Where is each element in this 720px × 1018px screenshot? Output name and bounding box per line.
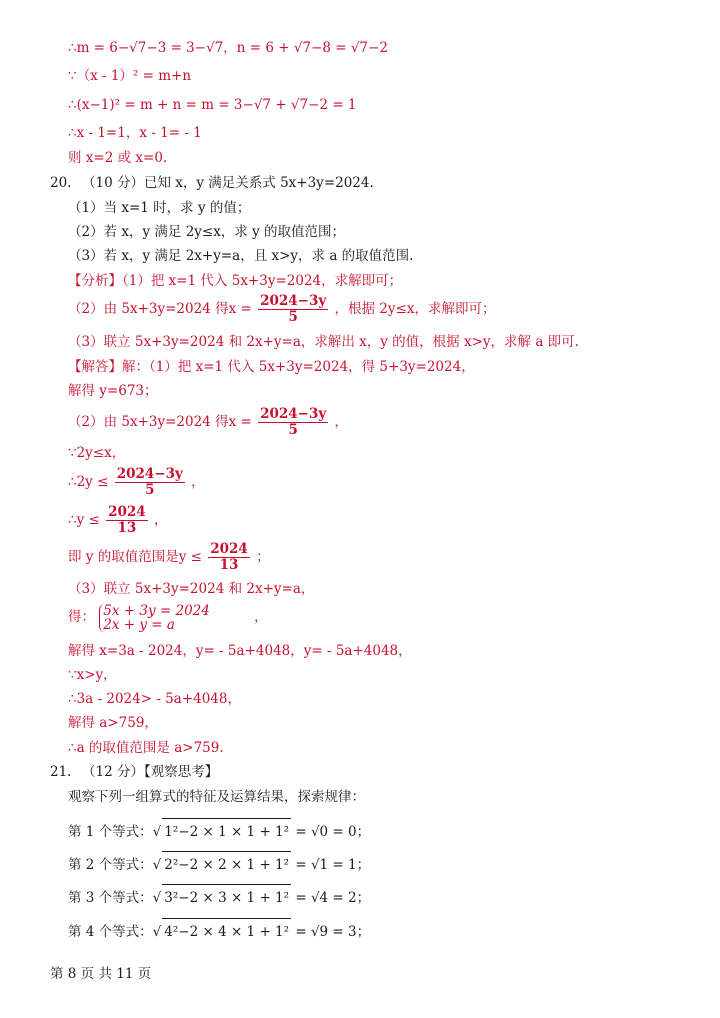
solution-text: ∴y ≤ bbox=[68, 512, 100, 528]
question-part: （1）当 x=1 时，求 y 的值； bbox=[68, 200, 251, 216]
solution-line: ∵（x - 1）² = m+n bbox=[68, 68, 192, 84]
question-part: （2）若 x，y 满足 2y≤x，求 y 的取值范围； bbox=[68, 224, 346, 240]
page-footer: 第 8 页 共 11 页 bbox=[50, 966, 152, 982]
equation-system: 5x + 3y = 2024 2x + y = a bbox=[99, 604, 210, 632]
question-header: （12 分）【观察思考】 bbox=[82, 764, 219, 780]
question-part: （3）若 x，y 满足 2x+y=a，且 x>y，求 a 的取值范围. bbox=[68, 248, 414, 264]
equation-result: = √1 = 1； bbox=[295, 857, 371, 873]
equation-result: = √4 = 2； bbox=[295, 890, 371, 906]
equation-line: 第 1 个等式：√ 1²−2 × 1 × 1 + 1² = √0 = 0； bbox=[68, 818, 370, 845]
equation-line: 第 2 个等式：√ 2²−2 × 2 × 1 + 1² = √1 = 1； bbox=[68, 851, 370, 878]
fraction: $\frac{2024-3y}{5}$ bbox=[260, 406, 327, 438]
analysis-text: （2）由 5x+3y=2024 得x = bbox=[68, 301, 252, 317]
solution-line bbox=[68, 541, 270, 573]
solution-line: ∵x>y， bbox=[68, 667, 117, 683]
analysis-text: ，根据 2y≤x，求解即可； bbox=[334, 301, 496, 317]
solution-text: ∴2y ≤ bbox=[68, 474, 109, 490]
solution-line: （3）联立 5x+3y=2024 和 2x+y=a， bbox=[68, 581, 315, 597]
solution-text: ， bbox=[191, 474, 205, 490]
solution-line: ∴(x−1)² = m + n = m = 3−√7 + √7−2 = 1 bbox=[68, 97, 357, 113]
solution-line bbox=[68, 504, 168, 536]
solution-line bbox=[68, 602, 268, 632]
solution-line: ∵2y≤x， bbox=[68, 445, 126, 461]
solution-line: 则 x=2 或 x=0. bbox=[68, 150, 168, 166]
solution-line: ∴3a - 2024> - 5a+4048， bbox=[68, 691, 241, 707]
equation-line: 第 4 个等式：√ 4²−2 × 4 × 1 + 1² = √9 = 3； bbox=[68, 918, 370, 945]
equation-label: 第 4 个等式： bbox=[68, 924, 153, 940]
solution-line bbox=[68, 466, 205, 498]
solution-line: ∴m = 6−√7−3 = 3−√7，n = 6 + √7−8 = √7−2 bbox=[68, 40, 388, 56]
solution-text: （2）由 5x+3y=2024 得x = bbox=[68, 414, 252, 430]
solution-line: ∴a 的取值范围是 a>759. bbox=[68, 740, 224, 756]
radicand: 3²−2 × 3 × 1 + 1² bbox=[162, 884, 291, 911]
solution-line bbox=[68, 406, 348, 438]
solution-text: ， bbox=[154, 512, 168, 528]
equation-line: 第 3 个等式：√ 3²−2 × 3 × 1 + 1² = √4 = 2； bbox=[68, 884, 370, 911]
solution-line: 【解答】解：（1）把 x=1 代入 5x+3y=2024，得 5+3y=2024， bbox=[68, 359, 475, 375]
analysis-line bbox=[68, 293, 495, 325]
fraction: $\frac{2024}{13}$ bbox=[108, 504, 146, 536]
solution-text: ， bbox=[334, 414, 349, 430]
equation-label: 第 2 个等式： bbox=[68, 857, 153, 873]
equation-label: 第 3 个等式： bbox=[68, 890, 153, 906]
equation-result: = √0 = 0； bbox=[295, 824, 371, 840]
radicand: 2²−2 × 2 × 1 + 1² bbox=[162, 851, 291, 878]
solution-text: ； bbox=[256, 549, 270, 565]
radicand: 4²−2 × 4 × 1 + 1² bbox=[162, 918, 291, 945]
analysis-line: 【分析】（1）把 x=1 代入 5x+3y=2024，求解即可； bbox=[68, 273, 403, 289]
solution-line: 解得 a>759， bbox=[68, 715, 158, 731]
question-number: 21. bbox=[50, 764, 72, 780]
solution-text: 得： bbox=[68, 609, 95, 625]
solution-text: 即 y 的取值范围是y ≤ bbox=[68, 549, 202, 565]
fraction: $\frac{2024-3y}{5}$ bbox=[116, 466, 183, 498]
fraction: $\frac{2024}{13}$ bbox=[210, 541, 248, 573]
fraction: $\frac{2024-3y}{5}$ bbox=[260, 293, 327, 325]
equation-label: 第 1 个等式： bbox=[68, 824, 153, 840]
analysis-line: （3）联立 5x+3y=2024 和 2x+y=a，求解出 x，y 的值，根据 x>y，求解 a 即可. bbox=[68, 334, 579, 350]
solution-line: 解得 x=3a - 2024，y= - 5a+4048，y= - 5a+4048， bbox=[68, 643, 412, 659]
solution-line: 解得 y=673； bbox=[68, 383, 158, 399]
solution-line: ∴x - 1=1，x - 1= - 1 bbox=[68, 125, 202, 141]
equation-result: = √9 = 3； bbox=[295, 924, 371, 940]
question-number: 20. bbox=[50, 175, 72, 191]
question-intro: 观察下列一组算式的特征及运算结果，探索规律： bbox=[68, 789, 365, 805]
radicand: 1²−2 × 1 × 1 + 1² bbox=[162, 818, 291, 845]
question-header: （10 分）已知 x，y 满足关系式 5x+3y=2024. bbox=[82, 175, 374, 191]
solution-text: ， bbox=[254, 609, 268, 625]
